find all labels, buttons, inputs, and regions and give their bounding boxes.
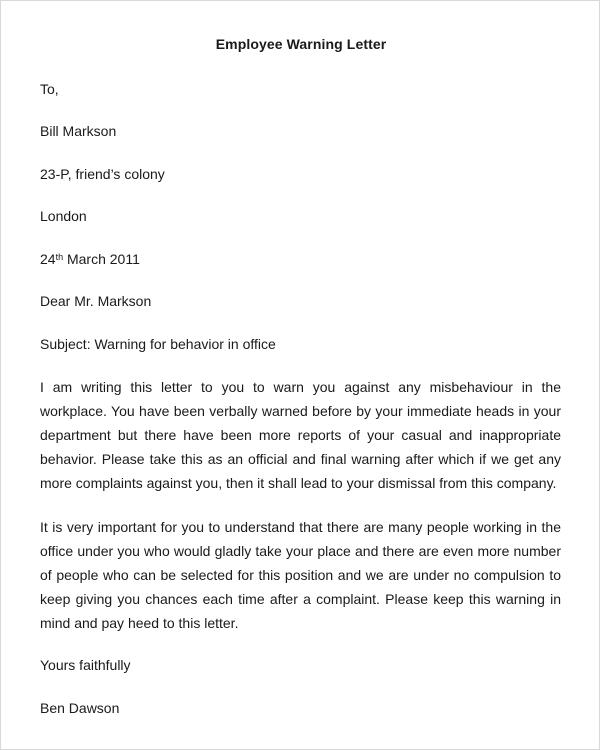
letter-title: Employee Warning Letter <box>215 36 387 52</box>
subject-line: Subject: Warning for behavior in office <box>40 336 276 352</box>
sender-name: Ben Dawson <box>40 700 120 716</box>
letter-date <box>40 250 140 268</box>
closing: Yours faithfully <box>40 657 131 673</box>
recipient-city: London <box>40 208 87 224</box>
salutation-to: To, <box>40 81 59 97</box>
recipient-address: 23-P, friend’s colony <box>40 166 165 182</box>
date-month-year: March 2011 <box>63 251 140 267</box>
date-suffix: th <box>55 252 64 262</box>
body-paragraph-2: It is very important for you to understand that there are many people working in the office under you who would gladly take your place and there are even more number of people who can be selected for this position and we are under no compulsion to keep giving you chances each time after a complaint. Please keep this warning in mind and pay heed to this letter. <box>40 519 561 631</box>
body-paragraph-1: I am writing this letter to you to warn you against any misbehaviour in the workplace. You have been verbally warned before by your immediate heads in your department but there have been more reports of your casual and inappropriate behavior. Please take this as an official and final warning after which if we get any more complaints against you, then it shall lead to your dismissal from this company. <box>40 379 561 491</box>
recipient-name: Bill Markson <box>40 123 117 139</box>
greeting: Dear Mr. Markson <box>40 293 152 309</box>
date-day: 24 <box>40 251 56 267</box>
